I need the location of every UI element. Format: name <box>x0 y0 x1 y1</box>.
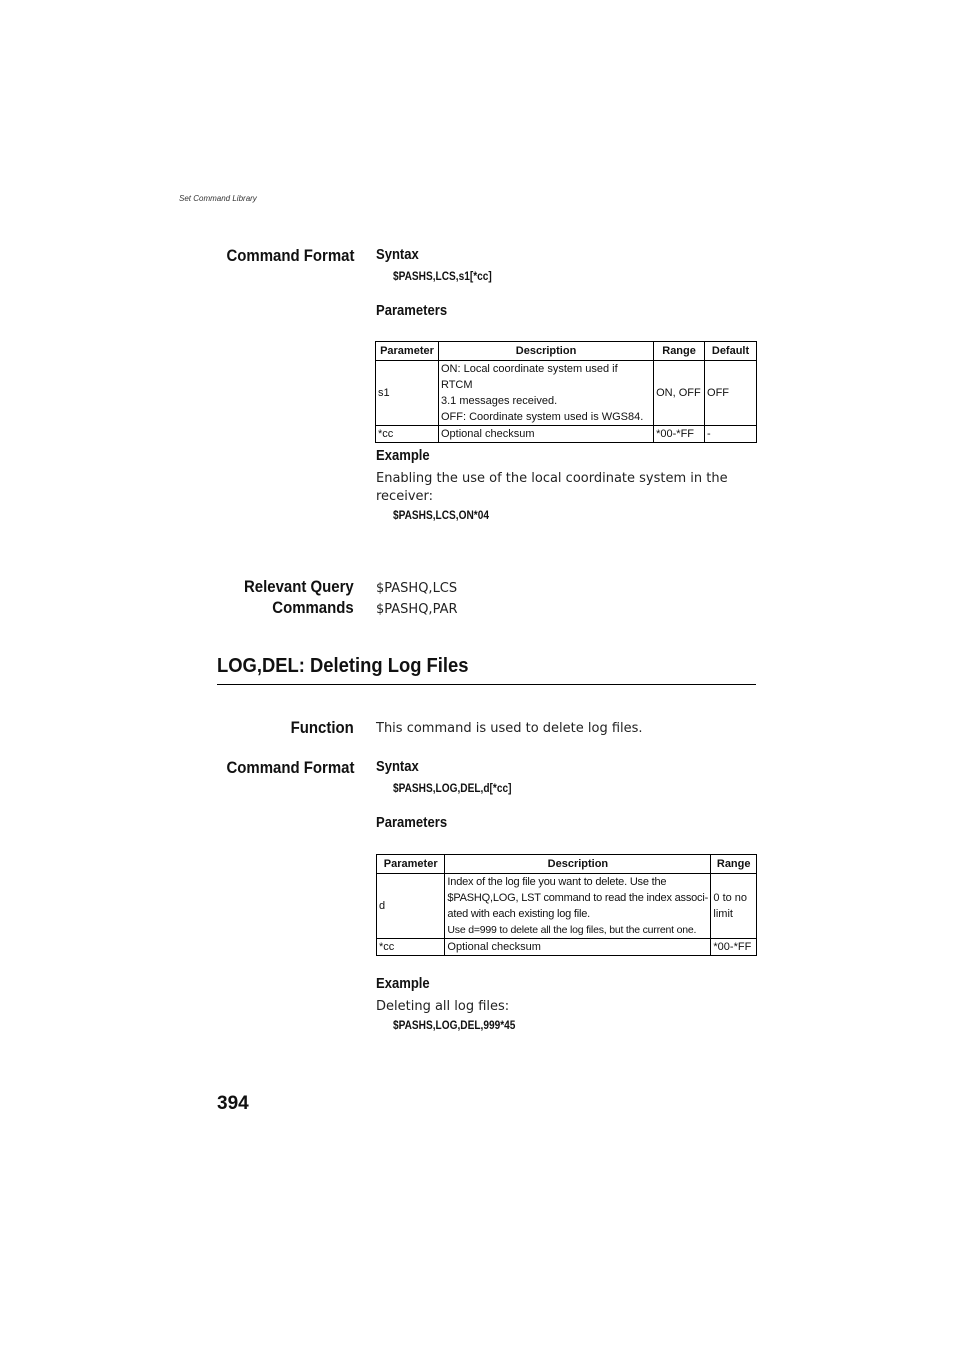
example-heading: Example <box>376 976 430 992</box>
description-cell <box>445 874 711 939</box>
parameters-heading: Parameters <box>376 815 448 831</box>
table-row <box>376 361 757 426</box>
table-row <box>377 939 757 956</box>
description-cell <box>445 939 711 956</box>
column-header: Range <box>654 342 705 361</box>
example-code: $PASHS,LOG,DEL,999*45 <box>393 1020 516 1032</box>
range-cell: ON, OFF <box>654 361 705 426</box>
column-header: Parameter <box>377 855 445 874</box>
example-heading: Example <box>376 448 430 464</box>
range-cell <box>711 874 757 939</box>
param-cell: *cc <box>376 426 439 443</box>
column-header: Description <box>445 855 711 874</box>
page-number: 394 <box>217 1093 249 1114</box>
table-row <box>377 874 757 939</box>
description-cell <box>438 426 653 443</box>
column-header: Range <box>711 855 757 874</box>
example-code: $PASHS,LCS,ON*04 <box>393 510 489 522</box>
description-line: Optional checksum <box>440 428 535 440</box>
description-line: Optional checksum <box>447 941 541 953</box>
column-header: Parameter <box>376 342 439 361</box>
description-line: OFF: Coordinate system used is WGS84. <box>440 411 644 423</box>
description-line: 3.1 messages received. <box>440 395 558 407</box>
relevant-query-heading <box>244 576 354 618</box>
default-cell: OFF <box>705 361 757 426</box>
param-cell: *cc <box>377 939 445 956</box>
column-header: Description <box>438 342 653 361</box>
param-cell: s1 <box>376 361 439 426</box>
logdel-parameters-table <box>376 854 757 956</box>
syntax-code: $PASHS,LOG,DEL,d[*cc] <box>393 783 512 795</box>
relevant-query-heading-line: Relevant Query <box>244 577 354 596</box>
range-line: limit <box>713 908 733 920</box>
table-header-row <box>377 855 757 874</box>
running-header: Set Command Library <box>179 194 257 203</box>
section-title: LOG,DEL: Deleting Log Files <box>217 655 469 677</box>
example-text: Enabling the use of the local coordinate system in the receiver: <box>376 471 728 504</box>
description-line: Use d=999 to delete all the log files, but the current one. <box>447 924 697 936</box>
relevant-query-list <box>376 578 756 620</box>
range-cell <box>711 939 757 956</box>
relevant-query-item: $PASHQ,PAR <box>376 602 458 617</box>
table-row <box>376 426 757 443</box>
lcs-parameters-table <box>375 341 757 443</box>
description-line: Index of the log file you want to delete. Use the <box>447 876 667 888</box>
command-format-heading: Command Format <box>225 246 354 265</box>
relevant-query-heading-line: Commands <box>272 598 354 617</box>
default-cell: - <box>705 426 757 443</box>
param-cell: d <box>377 874 445 939</box>
command-format-heading: Command Format <box>225 758 354 777</box>
relevant-query-item: $PASHQ,LCS <box>376 581 458 596</box>
syntax-heading: Syntax <box>376 247 419 263</box>
function-heading: Function <box>290 718 354 737</box>
description-line: $PASHQ,LOG, LST command to read the index associ- <box>447 892 709 904</box>
range-cell: *00-*FF <box>654 426 705 443</box>
section-divider <box>217 684 756 685</box>
description-line: ated with each existing log file. <box>447 908 591 920</box>
example-text: Deleting all log files: <box>376 999 510 1014</box>
syntax-heading: Syntax <box>376 759 419 775</box>
range-line: *00-*FF <box>713 941 752 953</box>
column-header: Default <box>705 342 757 361</box>
parameters-heading: Parameters <box>376 303 448 319</box>
description-line: ON: Local coordinate system used if RTCM <box>440 363 618 391</box>
range-line: 0 to no <box>713 892 748 904</box>
description-cell <box>438 361 653 426</box>
syntax-code: $PASHS,LCS,s1[*cc] <box>393 271 492 283</box>
function-text: This command is used to delete log files. <box>376 721 643 736</box>
table-header-row <box>376 342 757 361</box>
